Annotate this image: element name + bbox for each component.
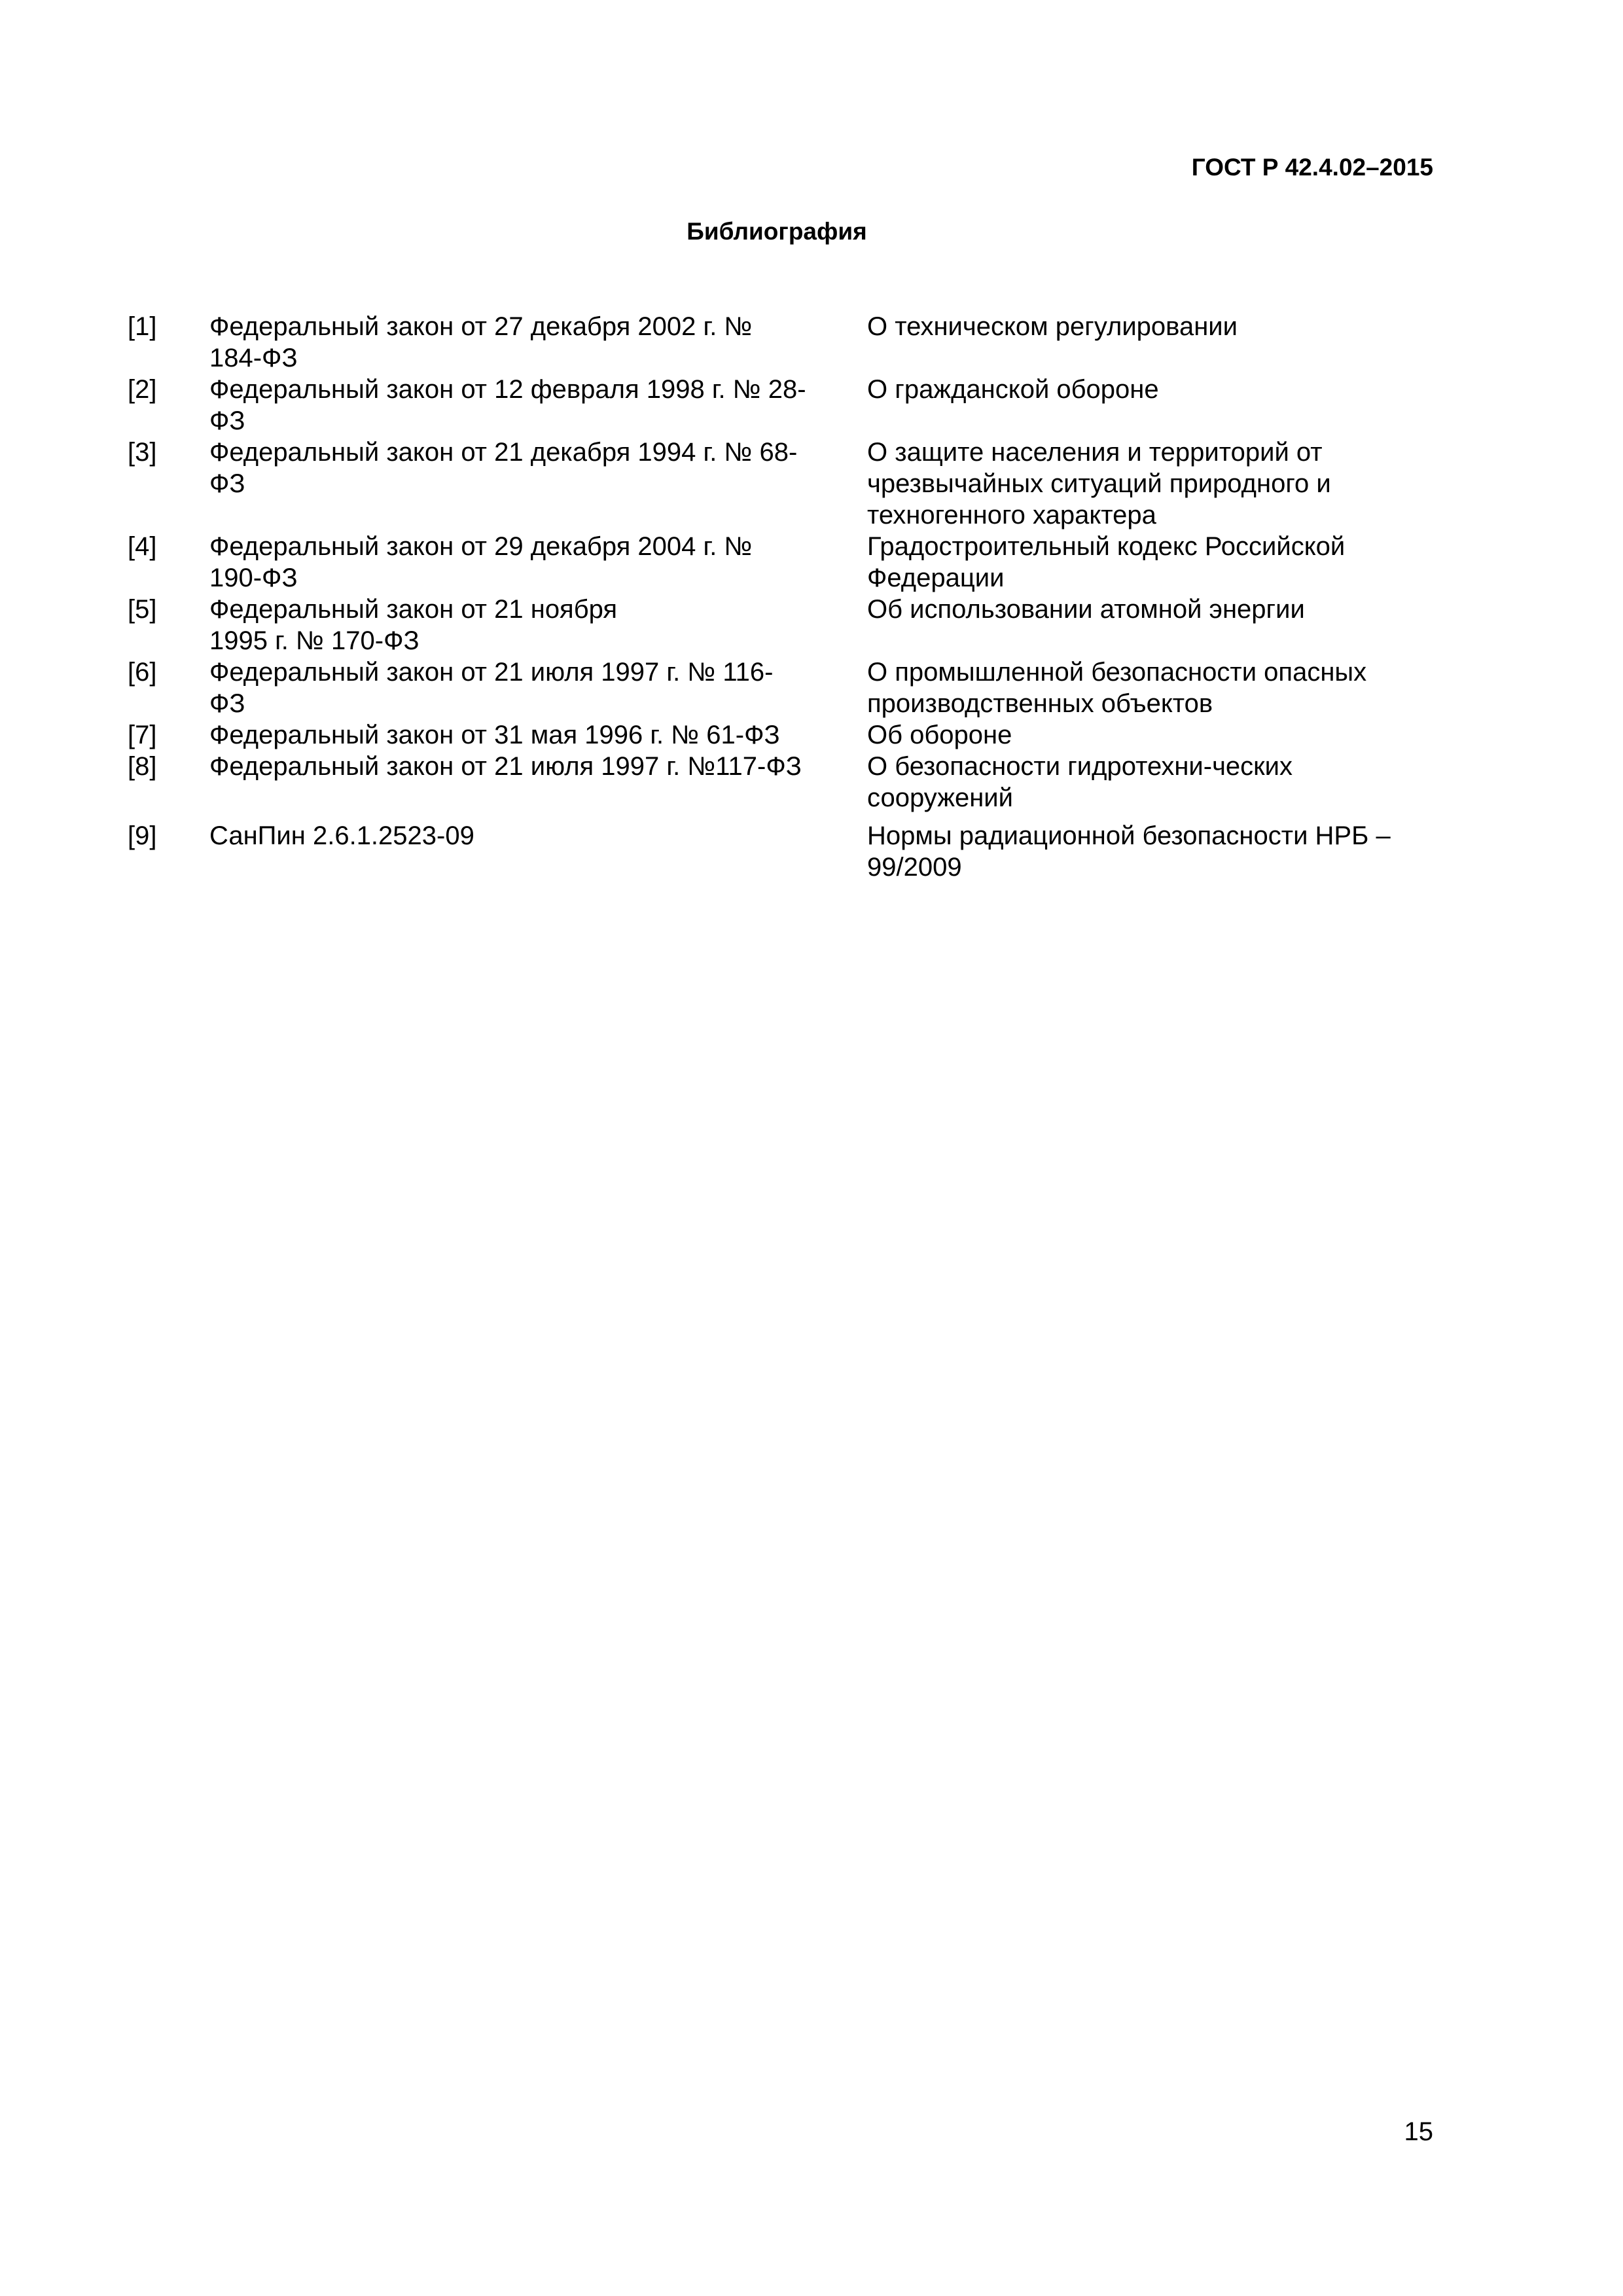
entry-title-line: О защите населения и территорий от [867,438,1323,467]
bibliography-entry [128,820,1456,883]
entry-title-line: чрезвычайных ситуаций природного и [867,469,1331,498]
entry-source-line: Федеральный закон от 21 декабря 1994 г. № 68- [209,438,798,467]
entry-source-line: Федеральный закон от 29 декабря 2004 г. № [209,532,753,561]
entry-title-line: Нормы радиационной безопасности НРБ – [867,821,1391,850]
entry-title-line: сооружений [867,783,1013,812]
bibliography-list [128,311,1456,883]
bibliography-entry [128,311,1456,374]
entry-source-line: 184-ФЗ [209,344,298,372]
entry-source [209,374,867,437]
bibliography-entry [128,531,1456,594]
entry-title [867,531,1456,594]
entry-title-line: техногенного характера [867,501,1156,529]
entry-title-line: производственных объектов [867,689,1213,718]
entry-source-line: ФЗ [209,469,245,498]
entry-source-line: Федеральный закон от 21 ноября [209,595,618,624]
entry-source [209,311,867,374]
entry-title [867,751,1456,814]
bibliography-entry [128,374,1456,437]
entry-number: [4] [128,532,157,561]
entry-title-line: Градостроительный кодекс Российской [867,532,1346,561]
entry-source [209,594,867,656]
entry-number: [6] [128,658,157,687]
entry-source-line: Федеральный закон от 21 июля 1997 г. №117-ФЗ [209,752,802,781]
entry-title-line: Федерации [867,564,1005,592]
entry-title [867,719,1456,751]
bibliography-entry [128,719,1456,751]
entry-source-line: СанПин 2.6.1.2523-09 [209,821,474,850]
page-title: Библиография [687,218,867,245]
entry-number: [8] [128,752,157,781]
entry-title [867,437,1456,531]
entry-source-line: 190-ФЗ [209,564,298,592]
entry-source [209,751,867,814]
entry-number: [3] [128,438,157,467]
entry-source-line: Федеральный закон от 21 июля 1997 г. № 116- [209,658,774,687]
page-number: 15 [1404,2117,1433,2146]
entry-source-line: ФЗ [209,406,245,435]
entry-number: [9] [128,821,157,850]
entry-number: [1] [128,312,157,341]
bibliography-entry [128,594,1456,656]
entry-title-line: Об обороне [867,721,1012,749]
entry-title-line: О безопасности гидротехни-ческих [867,752,1293,781]
document-code: ГОСТ Р 42.4.02–2015 [1191,154,1433,181]
entry-source [209,820,867,883]
entry-number: [5] [128,595,157,624]
entry-number: [2] [128,375,157,404]
entry-source-line: ФЗ [209,689,245,718]
entry-number: [7] [128,721,157,749]
entry-title [867,311,1456,374]
entry-source-line: Федеральный закон от 31 мая 1996 г. № 61-ФЗ [209,721,780,749]
bibliography-entry [128,656,1456,719]
entry-source-line: Федеральный закон от 12 февраля 1998 г. № 28- [209,375,806,404]
entry-title-line: Об использовании атомной энергии [867,595,1305,624]
entry-source [209,531,867,594]
entry-title [867,374,1456,437]
entry-title [867,820,1456,883]
entry-title [867,656,1456,719]
entry-title-line: О гражданской обороне [867,375,1159,404]
entry-title-line: 99/2009 [867,853,962,882]
entry-title [867,594,1456,656]
entry-source [209,719,867,751]
entry-source-line: Федеральный закон от 27 декабря 2002 г. № [209,312,753,341]
entry-title-line: О техническом регулировании [867,312,1238,341]
entry-source [209,437,867,531]
bibliography-entry [128,437,1456,531]
bibliography-entry [128,751,1456,814]
entry-source [209,656,867,719]
entry-source-line: 1995 г. № 170-ФЗ [209,626,419,655]
entry-title-line: О промышленной безопасности опасных [867,658,1367,687]
